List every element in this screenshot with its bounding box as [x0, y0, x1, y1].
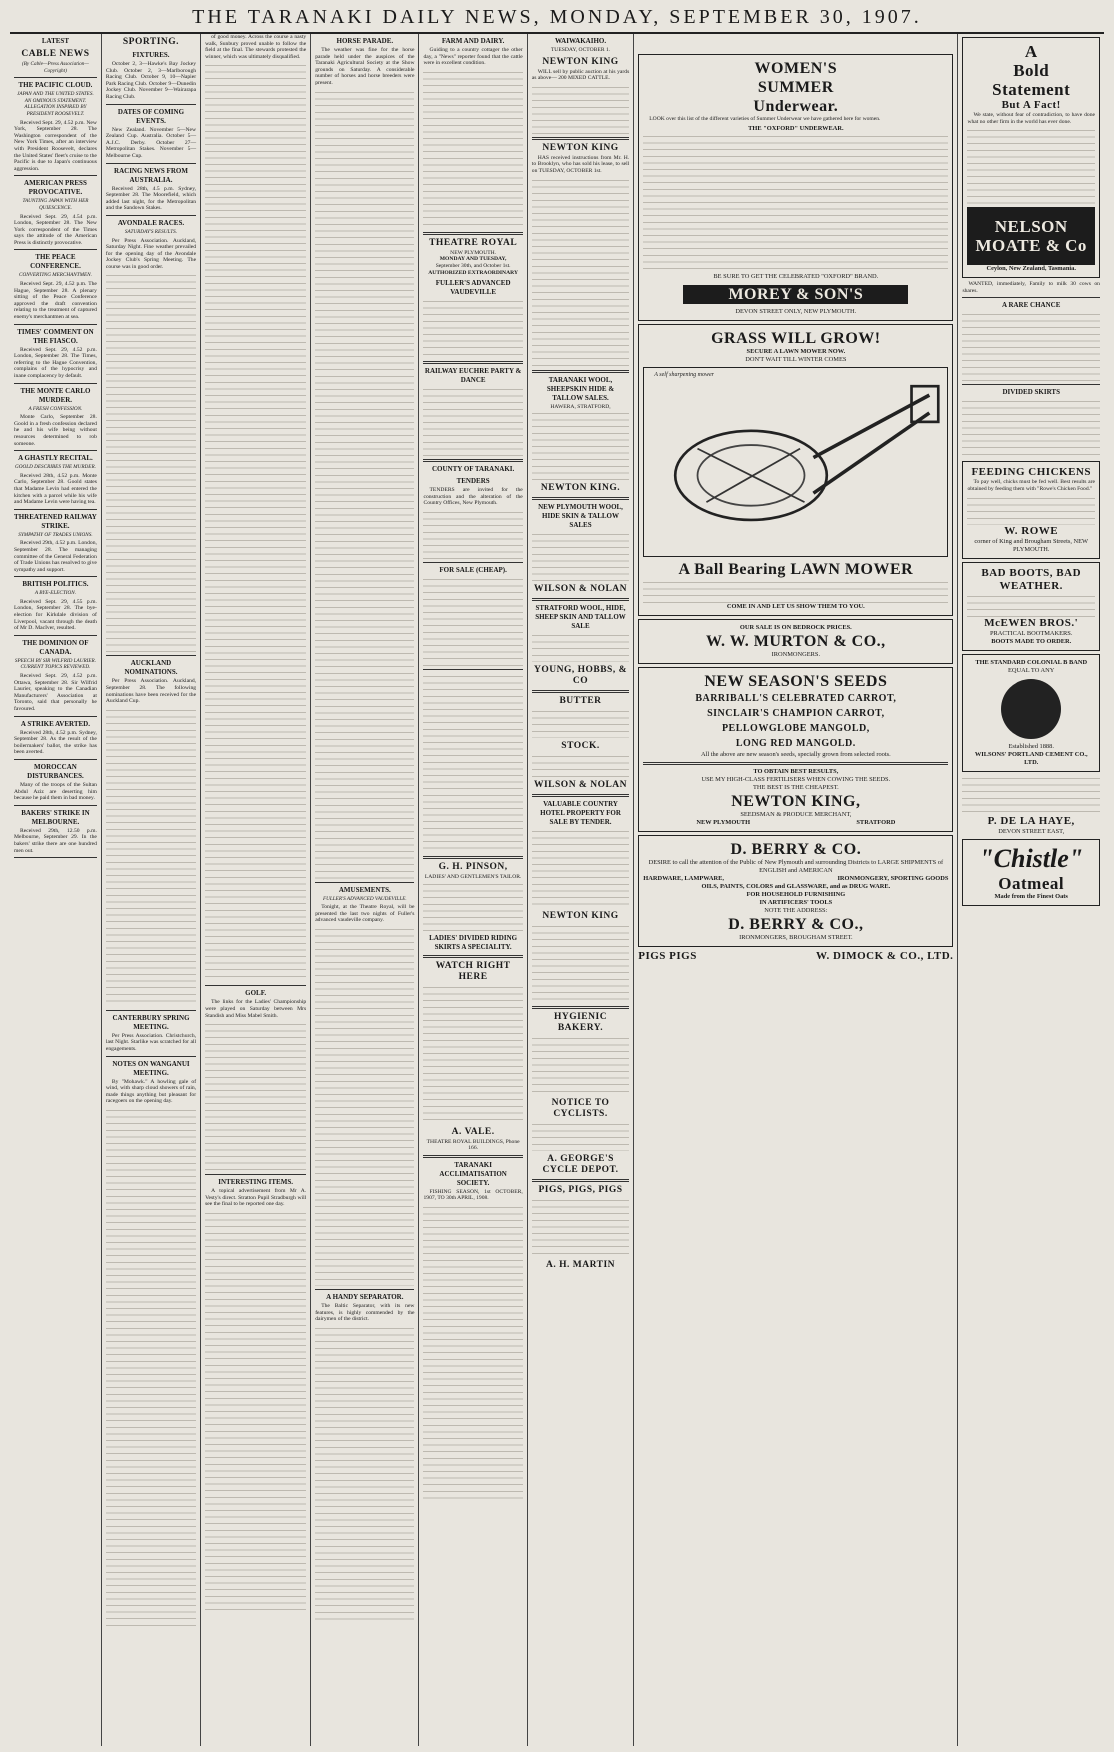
morey-list	[643, 133, 948, 273]
divided-body	[962, 398, 1100, 458]
divider	[106, 215, 196, 216]
divider	[532, 497, 629, 500]
separator-heading: A HANDY SEPARATOR.	[326, 1292, 404, 1301]
columns	[10, 34, 1104, 1746]
divider	[14, 635, 97, 636]
stock-body	[532, 753, 629, 777]
berry-ad	[638, 835, 953, 947]
cable-section-text: Received Sept. 29, 4.52 p.m. Ottawa, September 28. Sir Wilfrid Laurier, speaking to the Canadian Manufacturers' Association at Toronto, said that personally he favoured.	[14, 673, 97, 712]
farm-heading: FARM AND DAIRY.	[441, 37, 505, 45]
cable-section-text: Received Sept. 29, 4.55 p.m. London, September 28. The bye-election for Kirkdale division of Liverpool, vacant through the death of Mr D. MacIver, resulted.	[14, 598, 97, 632]
plymouth-heading: NEW PLYMOUTH WOOL, HIDE SKIN & TALLOW SALES	[538, 503, 623, 530]
cable-section-title: THE PACIFIC CLOUD.	[18, 81, 93, 90]
grass-sub: SECURE A LAWN MOWER NOW.	[746, 347, 846, 355]
cement-est: Established 1888.	[1008, 742, 1054, 750]
chistle-ad	[962, 839, 1100, 906]
george-heading: A. GEORGE'S CYCLE DEPOT.	[542, 1154, 619, 1176]
sporting-cont-text: of good money. Across the course a nasty walk, Sunbury proved unable to follow the field at the final. The stewards protested the winner, which was ultimately disqualified.	[205, 34, 307, 60]
chistle-name: "Chistle"	[979, 843, 1084, 873]
theatre-line-4: FULLER'S ADVANCED VAUDEVILLE	[435, 279, 511, 297]
mcewen-sub: PRACTICAL BOOTMAKERS.	[989, 629, 1073, 637]
cable-section-sub: SYMPATHY OF TRADES UNIONS.	[18, 531, 93, 538]
amusements-heading: AMUSEMENTS.	[338, 885, 391, 894]
taranaki-body	[532, 410, 629, 480]
cable-sections	[14, 81, 97, 858]
berry-right: IRONMONGERY, SPORTING GOODS	[837, 874, 949, 882]
cable-news-label: LATEST	[41, 37, 69, 45]
divider	[532, 370, 629, 373]
theatre-line-3: AUTHORIZED EXTRAORDINARY	[428, 269, 519, 276]
auckland-body	[106, 707, 196, 1007]
dates-heading: DATES OF COMING EVENTS.	[117, 107, 185, 125]
divider	[423, 232, 522, 235]
murton-ad	[638, 619, 953, 664]
racing-text: Received 28th, 4.5 p.m. Sydney, September 28. The Moorefield, which added last night, for the Metropolitan and the Sandown Stakes.	[105, 185, 197, 212]
lawn-mower-ad	[638, 324, 953, 616]
horse-parade-body	[315, 89, 414, 879]
murton-head: OUR SALE IS ON BEDROCK PRICES.	[739, 623, 852, 631]
mower-label: A self sharpening mower	[654, 371, 714, 378]
divider	[532, 137, 629, 140]
hygienic-heading: HYGIENIC BAKERY.	[553, 1012, 608, 1034]
morey-be-sure: BE SURE TO GET THE CELEBRATED "OXFORD" BRAND.	[713, 272, 879, 280]
cable-section-sub: JAPAN AND THE UNITED STATES. AN OMINOUS STATEMENT. ALLEGATION INSPIRED BY PRESIDENT ROOSEVELT.	[17, 91, 94, 117]
divider	[643, 762, 948, 765]
cable-section-title: THE DOMINION OF CANADA.	[22, 638, 89, 656]
stratford-body	[532, 632, 629, 662]
cement-ad	[962, 654, 1100, 772]
bold-body	[967, 127, 1095, 207]
divider	[14, 716, 97, 717]
cable-section-title: MOROCCAN DISTURBANCES.	[27, 762, 84, 780]
theatre-body	[423, 298, 522, 358]
acclim-text: FISHING SEASON, 1st OCTOBER, 1907, TO 30th APRIL, 1908.	[423, 1188, 523, 1202]
cable-section-text: Received Sept. 29, 4.52 p.m. New York, September 28. The Washington correspondent of the New York Times, after an interview with President Roosevelt, declares the United States' fleet's cruise to the Pacific is due to Japan's continuous aggression.	[14, 119, 97, 172]
divider	[14, 324, 97, 325]
cable-section-text: Received Sept. 29, 4.52 p.m. The Hague, September 28. A plenary sitting of the Peace Conference approved the draft convention relating to the treatment of captured enemy's merchantmen at sea.	[14, 281, 97, 321]
cable-section-title: BAKERS' STRIKE IN MELBOURNE.	[21, 808, 90, 826]
cable-section-title: TIMES' COMMENT ON THE FIASCO.	[17, 327, 94, 345]
notes-body	[106, 1107, 196, 1627]
pigs-body	[532, 1197, 629, 1257]
nelson-moate-name: NELSON MOATE & Co	[967, 207, 1095, 265]
column-cable-news	[10, 34, 102, 1746]
pinson-heading: G. H. PINSON,	[438, 861, 508, 872]
rowe-addr: corner of King and Brougham Streets, NEW PLYMOUTH.	[974, 537, 1089, 553]
avondale-text: Per Press Association. Auckland, Saturday Night. Fine weather prevailed for the opening day of the Avondale Jockey Club's Spring Meeting. The course was in good order.	[105, 237, 197, 270]
divider	[532, 794, 629, 797]
interesting-text: A topical advertisement from Mr A. Vesty's direct. Stratton Pupil Stradburgh will see the final to be reported one day.	[205, 1188, 307, 1208]
seed-line-3: PELLOWGLOBE MANGOLD,	[721, 722, 870, 734]
feeding-text: To pay well, chicks must be fed well. Best results are obtained by feeding them with "Rowe's Chicken Food."	[967, 479, 1095, 492]
wilson-nolan-2: WILSON & NOLAN	[533, 780, 628, 791]
newton-king-2-body	[532, 177, 629, 367]
vale-heading: A. VALE.	[451, 1126, 495, 1137]
mcewen-name: McEWEN BROS.'	[984, 616, 1079, 629]
notes-heading: NOTES ON WANGANUI MEETING.	[112, 1059, 190, 1077]
berry-name: D. BERRY & CO.	[730, 840, 862, 858]
young-hobbs: YOUNG, HOBBS, & CO	[534, 665, 628, 687]
morey-line-1: WOMEN'S	[754, 60, 838, 77]
wanted-text: WANTED, immediately, Family to milk 30 cows on shares.	[962, 281, 1100, 294]
morey-addr: DEVON STREET ONLY, NEW PLYMOUTH.	[735, 307, 857, 315]
horse-parade-text: The weather was fine for the horse parade held under the auspices of the Taranaki Agricultural Society at the Show grounds on Saturday. A considerable number of horses and horse breeders were present.	[315, 47, 415, 86]
amusements-body	[315, 926, 414, 1286]
martin-heading: A. H. MARTIN	[546, 1260, 616, 1271]
ladies-heading: LADIES' DIVIDED RIDING SKIRTS A SPECIALITY.	[429, 933, 518, 951]
column-auctions	[528, 34, 634, 1746]
cable-section-text: Many of the troops of the Sultan Abdul Aziz are deserting him because he paid them in bad money.	[14, 781, 97, 802]
wilson-nolan-1: WILSON & NOLAN	[533, 584, 628, 595]
boots-body	[967, 593, 1095, 617]
newton-king-4: NEWTON KING	[542, 911, 619, 922]
lawn-mower-illustration	[643, 367, 948, 557]
morey-brand: THE "OXFORD" UNDERWEAR.	[748, 124, 844, 132]
column-farm-dairy	[419, 34, 527, 1746]
mcewen-foot: BOOTS MADE TO ORDER.	[991, 637, 1072, 645]
haye-name: P. DE LA HAYE,	[987, 814, 1075, 827]
county-heading: COUNTY OF TARANAKI.	[432, 465, 515, 474]
berry-artificers: IN ARTIFICERS' TOOLS	[759, 898, 833, 906]
cable-section-text: Received 29th, 12.50 p.m. Melbourne, September 29. In the bakers' strike there are one hundred men out.	[14, 827, 97, 854]
seeds-heading: NEW SEASON'S SEEDS	[704, 672, 888, 690]
column-advertisements	[634, 34, 958, 1746]
fertiliser-heading: TO OBTAIN BEST RESULTS,	[753, 767, 839, 775]
colonial-heading: THE STANDARD COLONIAL B BAND	[975, 658, 1088, 666]
auckland-heading: AUCKLAND NOMINATIONS.	[124, 659, 178, 677]
divider	[532, 690, 629, 693]
mower-foot: COME IN AND LET US SHOW THEM TO YOU.	[726, 602, 865, 610]
chance-body	[962, 311, 1100, 381]
bold-text: We state, without fear of contradiction, to have done what no other firm in the world has ever done.	[967, 112, 1095, 125]
colonial-sub: EQUAL TO ANY	[1008, 666, 1055, 674]
divider	[423, 955, 522, 958]
martin-pigs: PIGS PIGS	[638, 949, 697, 962]
cable-section-title: THREATENED RAILWAY STRIKE.	[14, 512, 97, 530]
nk-town-2: STRATFORD	[856, 818, 896, 826]
masthead: THE TARANAKI DAILY NEWS, MONDAY, SEPTEMBER 30, 1907.	[10, 6, 1104, 34]
fixtures-text: October 2, 3—Hawke's Bay Jockey Club. October 2, 3—Marlborough Racing Club. October 9, 10—Napier Park Racing Club. October 9—Dunedin Jockey Club. November 9—Wairarapa Racing Club.	[105, 61, 197, 100]
divider	[106, 163, 196, 164]
oatmeal-label: Oatmeal	[998, 873, 1065, 893]
dimock-name: W. DIMOCK & CO., LTD.	[816, 949, 954, 962]
dates-text: New Zealand. November 5—New Zealand Cup. Australia. October 5—A.J.C. Derby. October 27—Metropolitan Stakes. November 5—Melbourne Cup.	[105, 126, 197, 159]
cable-section-title: THE MONTE CARLO MURDER.	[20, 386, 91, 404]
cement-heading: WILSONS' PORTLAND CEMENT CO., LTD.	[974, 750, 1088, 766]
stratford-heading: STRATFORD WOOL, HIDE, SHEEP SKIN AND TALLOW SALE	[535, 604, 626, 631]
acclim-heading: TARANAKI ACCLIMATISATION SOCIETY.	[439, 1160, 507, 1187]
seed-line-1: BARRIBALL'S CELEBRATED CARROT,	[695, 692, 897, 704]
avondale-sub: SATURDAY'S RESULTS.	[124, 228, 178, 235]
canterbury-text: Per Press Association. Christchurch, last Night. Starlike was scratched for all engagements.	[105, 1032, 197, 1053]
electricity-body	[962, 775, 1100, 815]
cyclists-heading: NOTICE TO CYCLISTS.	[551, 1098, 610, 1120]
divider	[14, 576, 97, 577]
tenders-heading: TENDERS	[456, 477, 490, 486]
cable-news-sub: (By Cable—Press Association—Copyright)	[22, 61, 89, 74]
divider	[205, 1174, 306, 1175]
haye-addr: DEVON STREET EAST,	[998, 827, 1065, 835]
bold-line-1: A	[1024, 42, 1038, 61]
bold-statement-ad	[962, 37, 1100, 278]
cable-section-title: A GHASTLY RECITAL.	[18, 454, 93, 463]
pinson-sub: LADIES' AND GENTLEMEN'S TAILOR.	[424, 873, 522, 880]
sporting-cont-body	[205, 62, 306, 982]
berry-furnishing: FOR HOUSEHOLD FURNISHING	[746, 890, 846, 898]
cable-section-sub: CONVERTING MERCHANTMEN.	[18, 272, 92, 279]
waiwakaiho-heading: WAIWAKAIHO.	[554, 37, 607, 45]
murton-sub: IRONMONGERS.	[771, 650, 821, 658]
newton-king-4-body	[532, 923, 629, 1003]
grass-sub-2: DON'T WAIT TILL WINTER COMES	[745, 355, 847, 363]
divider	[14, 175, 97, 176]
waiwakaiho-sub: TUESDAY, OCTOBER 1.	[550, 47, 611, 53]
divider	[106, 1056, 196, 1057]
morey-text: LOOK over this list of the different varieties of Summer Underwear we have gathered here for women.	[649, 116, 881, 122]
amusements-sub: FULLER'S ADVANCED VAUDEVILLE.	[323, 895, 407, 902]
vale-sub: THEATRE ROYAL BUILDINGS, Phone 166.	[426, 1138, 520, 1152]
oat-foot: Made from the Finest Oats	[994, 892, 1068, 900]
seeds-text: All the above are new season's seeds, specially grown from selected roots.	[700, 750, 891, 758]
cable-section-sub: A BYE-ELECTION.	[34, 590, 76, 597]
separator-body	[315, 1325, 414, 1625]
boots-heading: BAD BOOTS, BAD WEATHER.	[981, 566, 1082, 592]
cable-section-sub: A FRESH CONFESSION.	[28, 405, 83, 412]
avondale-heading: AVONDALE RACES.	[117, 218, 185, 227]
golf-body	[205, 1021, 306, 1171]
feeding-ad	[962, 461, 1100, 558]
cable-section-sub: TAUNTING JAPAN WITH HER QUIESCENCE.	[22, 198, 89, 211]
nk-seedsman-name: NEWTON KING,	[731, 792, 861, 810]
bold-line-4: But A Fact!	[1001, 99, 1061, 111]
bold-line-3: Statement	[992, 80, 1071, 99]
seeds-ad	[638, 667, 953, 832]
golf-text: The links for the Ladies' Championship were played on Saturday between Mrs Standish and Miss Mabel Smith.	[205, 999, 307, 1019]
feeding-heading: FEEDING CHICKENS	[971, 466, 1091, 479]
fixtures-heading: FIXTURES.	[132, 51, 170, 59]
cable-section-title: BRITISH POLITICS.	[22, 580, 89, 589]
bottom-ads	[638, 950, 953, 963]
divider	[14, 383, 97, 384]
taranaki-heading: TARANAKI WOOL, SHEEPSKIN HIDE & TALLOW SALES.	[546, 375, 615, 402]
amusements-text: Tonight, at the Theatre Royal, will be presented the last two nights of Fuller's advanced vaudeville company.	[315, 904, 415, 924]
rowe-name: W. ROWE	[1004, 524, 1059, 537]
column-sporting-cont	[201, 34, 311, 1746]
cable-section-text: Received 28th, 4.52 p.m. Sydney, September 28. As the result of the boilermakers' ballot, the strike has been averted.	[14, 729, 97, 756]
column-right-ads	[958, 34, 1104, 1746]
chance-heading: A RARE CHANCE	[1002, 301, 1061, 310]
acclim-body	[423, 1204, 522, 1504]
pigs-heading: PIGS, PIGS, PIGS	[538, 1185, 623, 1196]
divider	[106, 1010, 196, 1011]
cable-section-title: THE PEACE CONFERENCE.	[30, 253, 81, 271]
berry-addr: D. BERRY & CO.,	[728, 915, 864, 933]
berry-addr-2: IRONMONGERS, BROUGHAM STREET.	[739, 933, 853, 941]
canterbury-heading: CANTERBURY SPRING MEETING.	[112, 1013, 190, 1031]
murton-name: W. W. MURTON & CO.,	[706, 632, 886, 650]
divider	[423, 1155, 522, 1158]
horse-parade-heading: HORSE PARADE.	[336, 37, 394, 45]
divider	[14, 77, 97, 78]
column-horse-parade	[311, 34, 419, 1746]
taranaki-sub: HAWERA, STRATFORD,	[550, 403, 611, 410]
divider	[14, 805, 97, 806]
watch-body	[423, 984, 522, 1124]
railway-body	[423, 386, 522, 456]
berry-left: HARDWARE, LAMPWARE,	[643, 874, 725, 882]
avondale-results-body	[106, 272, 196, 652]
newton-king-2: NEWTON KING	[542, 142, 619, 153]
nk-town-1: NEW PLYMOUTH	[696, 818, 751, 826]
morey-shop: MOREY & SON'S	[683, 285, 908, 304]
divider	[14, 249, 97, 250]
morey-line-3: Underwear.	[753, 98, 839, 115]
feeding-body	[967, 495, 1095, 525]
fertiliser-sub: USE MY HIGH-CLASS FERTILISERS WHEN COWING THE SEEDS.	[701, 775, 891, 783]
sale-body	[423, 576, 522, 666]
divider	[14, 857, 97, 858]
newton-king-1: NEWTON KING	[542, 56, 619, 67]
interesting-body	[205, 1210, 306, 1610]
country-hotel-body	[532, 828, 629, 908]
notes-text: By "Mohawk." A howling gale of wind, with sharp cloud showers of rain, made things anything but pleasant for racegoers on the opening day.	[105, 1078, 197, 1105]
column-sporting	[102, 34, 201, 1746]
cement-seal-icon	[1001, 679, 1061, 739]
theatre-line-2: September 30th, and October 1st.	[435, 262, 511, 269]
grass-heading: GRASS WILL GROW!	[711, 329, 881, 347]
golf-heading: GOLF.	[245, 989, 267, 998]
seed-line-4: LONG RED MANGOLD.	[735, 737, 856, 749]
divider	[106, 655, 196, 656]
mower-product: A Ball Bearing LAWN MOWER	[678, 560, 914, 578]
divider	[423, 361, 522, 364]
berry-categories	[643, 875, 948, 883]
sale-heading: FOR SALE (CHEAP).	[439, 565, 507, 574]
divider	[532, 598, 629, 601]
morey-ad	[638, 54, 953, 321]
nk-towns	[643, 819, 948, 827]
divider	[315, 1289, 414, 1290]
clydesdales-body	[423, 673, 522, 853]
berry-oils: OILS, PAINTS, COLORS and GLASSWARE, and as DRUG WARE.	[701, 882, 891, 890]
divider	[962, 384, 1100, 385]
divider	[14, 759, 97, 760]
cable-section-text: Monte Carlo, September 28. Goold in a fresh confession declared he and his wife being without resources determined to rob someone.	[14, 414, 97, 447]
divider	[532, 1179, 629, 1182]
sporting-title: SPORTING.	[122, 37, 180, 47]
divider	[14, 450, 97, 451]
country-hotel-heading: VALUABLE COUNTRY HOTEL PROPERTY FOR SALE BY TENDER.	[540, 800, 621, 827]
divider	[315, 882, 414, 883]
seed-line-2: SINCLAIR'S CHAMPION CARROT,	[707, 707, 885, 719]
divider	[14, 509, 97, 510]
fertiliser-best: THE BEST IS THE CHEAPEST.	[752, 783, 839, 791]
theatre-line-1: MONDAY AND TUESDAY,	[439, 256, 507, 263]
berry-text: DESIRE to call the attention of the Public of New Plymouth and surrounding Districts to LARGE SHIPMENTS of ENGLISH and AMERICAN	[648, 858, 944, 874]
cable-section-text: Received 29th, 4.52 p.m. London, September 28. The managing committee of the General Federation of Trade Unions has resolved to give sympathy and support.	[14, 540, 97, 573]
divider	[423, 562, 522, 563]
berry-note: NOTE THE ADDRESS:	[764, 906, 828, 914]
newton-king-1-body	[532, 84, 629, 134]
butter-heading: BUTTER	[559, 696, 602, 707]
divider	[205, 985, 306, 986]
nelson-moate-sub: Ceylon, New Zealand, Tasmania.	[986, 265, 1076, 273]
interesting-heading: INTERESTING ITEMS.	[218, 1178, 293, 1187]
divider	[423, 459, 522, 462]
cable-section-text: Received Sept. 29, 4.52 p.m. London, September 28. The Times, referring to the Hague Convention, complains of the hypocrisy and inane complacency by default.	[14, 346, 97, 379]
divided-heading: DIVIDED SKIRTS	[1002, 388, 1060, 397]
farm-text: Guiding to a country cottager the other day, a "News" reporter found that the cattle were in excellent condition.	[423, 47, 523, 67]
bold-line-2: Bold	[1013, 61, 1050, 80]
cable-section-title: AMERICAN PRESS PROVOCATIVE.	[24, 179, 87, 197]
racing-heading: RACING NEWS FROM AUSTRALIA.	[114, 166, 188, 184]
divider	[532, 1006, 629, 1009]
cable-section-title: A STRIKE AVERTED.	[20, 719, 90, 728]
divider	[962, 297, 1100, 298]
railway-heading: RAILWAY EUCHRE PARTY & DANCE	[424, 367, 522, 385]
auckland-text: Per Press Association. Auckland, September 28. The following nominations have been received for the Auckland Cup.	[105, 678, 197, 705]
cyclists-body	[532, 1121, 629, 1151]
cable-section-sub: SPEECH BY SIR WILFRID LAURIER. CURRENT TOPICS REVIEWED.	[14, 657, 96, 671]
newton-king-1-text: WILL sell by public auction at his yards as above— 200 MIXED CATTLE.	[531, 68, 630, 82]
mower-text	[643, 579, 948, 603]
divider	[423, 669, 522, 670]
divider	[106, 104, 196, 105]
morey-line-2: SUMMER	[757, 79, 834, 96]
divider	[423, 856, 522, 859]
mcewen-ad	[962, 562, 1100, 651]
tenders-text: TENDERS are invited for the construction and the alteration of the Country Offices, New Plymouth.	[423, 487, 523, 507]
stock-heading: STOCK.	[561, 741, 600, 752]
farm-body	[423, 69, 522, 229]
cable-section-text: Received Sept. 29, 4.54 p.m. London, September 28. The New York correspondent of the Times says the attitude of the American Press is distinctly provocative.	[14, 213, 97, 246]
cable-news-title: CABLE NEWS	[21, 49, 90, 59]
nk-trade: SEEDSMAN & PRODUCE MERCHANT,	[740, 810, 852, 818]
tenders-body	[423, 509, 522, 559]
plymouth-body	[532, 531, 629, 581]
watch-heading: WATCH RIGHT HERE	[435, 960, 511, 982]
cable-section-sub: GOOLD DESCRIBES THE MURDER.	[14, 464, 96, 471]
pinson-body	[423, 881, 522, 931]
hygienic-body	[532, 1035, 629, 1095]
separator-text: The Baltic Separator, with its new features, is highly commended by the dairymen of the district.	[315, 1302, 415, 1323]
theatre-heading: THEATRE ROYAL	[429, 237, 518, 248]
theatre-sub: NEW PLYMOUTH.	[450, 249, 497, 256]
butter-body	[532, 708, 629, 738]
newton-king-2-text: HAS received instructions from Mr. H. to Brooklyn, who has sold his lease, to sell on TUESDAY, OCTOBER 1st.	[531, 154, 630, 174]
newton-king-3: NEWTON KING.	[540, 483, 621, 494]
lawn-mower-icon	[644, 368, 947, 556]
cable-section-text: Received 28th, 4.52 p.m. Monte Carlo, September 28. Goold states that Madame Levin had entered the kitchen with a parcel while his wife and Madame Levin were having tea.	[14, 472, 97, 506]
